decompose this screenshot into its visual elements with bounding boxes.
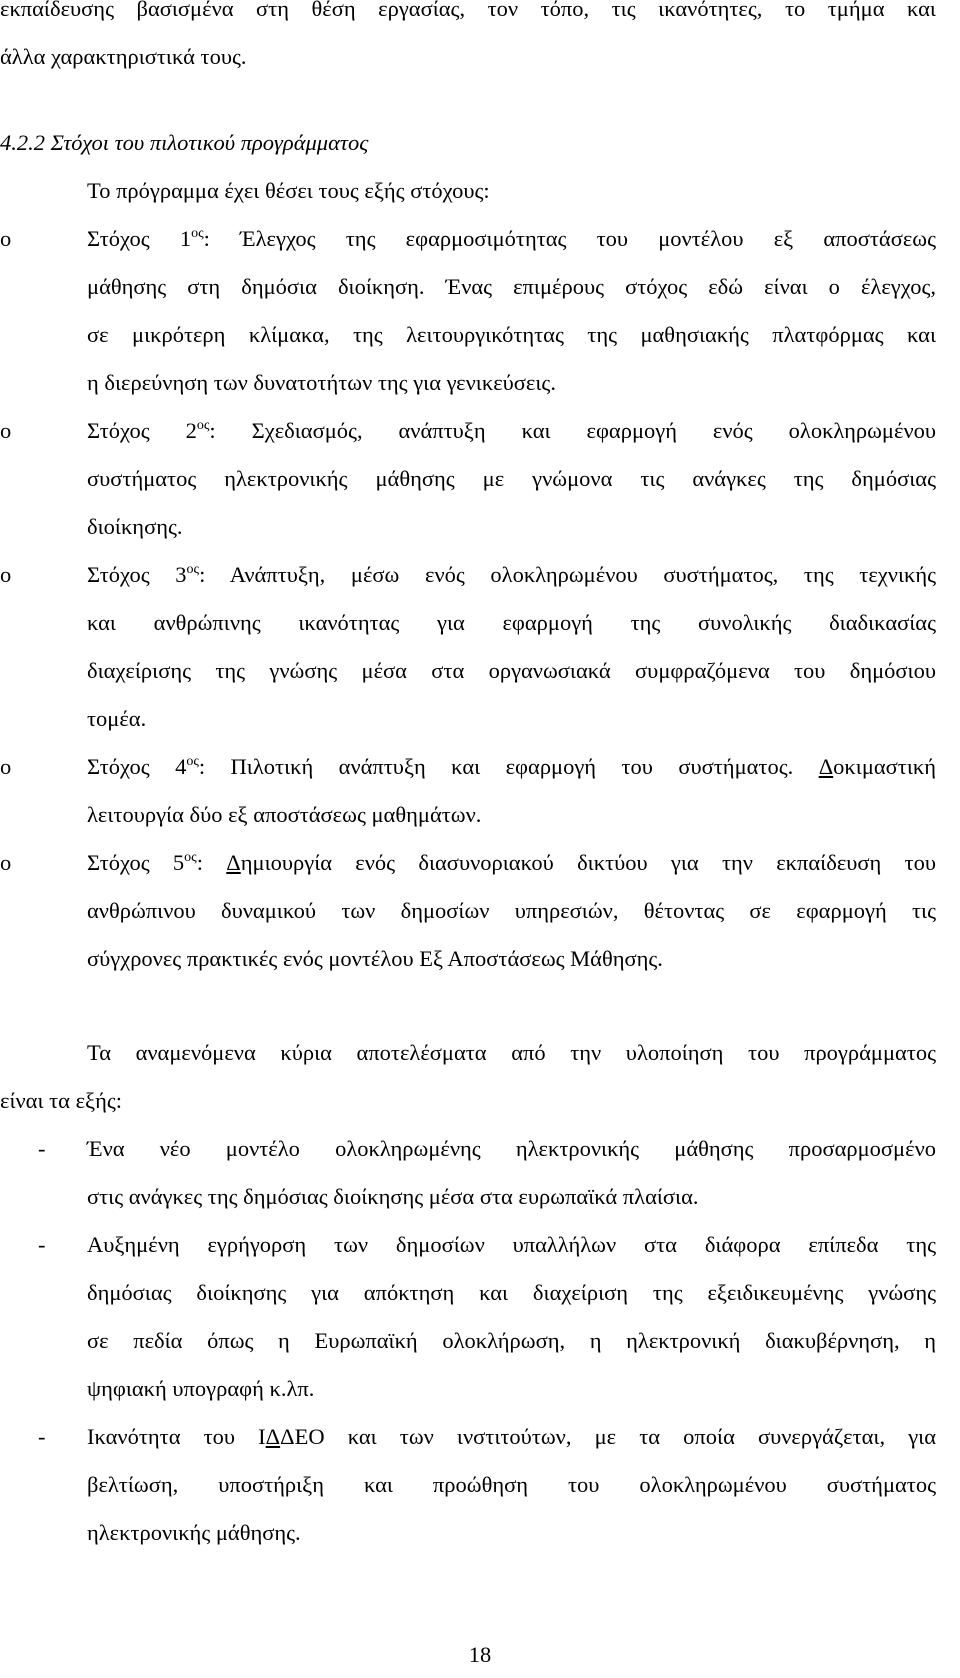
result-1-line-2: στις ανάγκες της δημόσιας διοίκησης μέσα στα ευρωπαϊκά πλαίσια. [87,1184,699,1209]
page-number: 18 [468,1642,492,1667]
goal-5-line-3: σύγχρονες πρακτικές ενός μοντέλου Εξ Αποστάσεως Μάθησης. [87,946,663,971]
goal-1-line-4: η διερεύνηση των δυνατοτήτων της για γενικεύσεις. [87,370,556,395]
section-heading [0,128,368,158]
goal-2-line-2: συστήματος ηλεκτρονικής μάθησης με γνώμονα τις ανάγκες της δημόσιας [87,466,936,491]
result-3-line-2: βελτίωση, υποστήριξη και προώθηση του ολοκληρωμένου συστήματος [87,1472,936,1497]
goal-5-bullet: o [0,850,12,875]
goal-1-line-1: Στόχος $1^{o\varsigma}$: Έλεγχος της εφαρμοσιμότητας του μοντέλου εξ αποστάσεως [87,226,936,251]
results-intro-line-1: Τα αναμενόμενα κύρια αποτελέσματα από την υλοποίηση του προγράμματος [87,1040,936,1065]
goal-3-line-4: τομέα. [87,706,147,731]
goal-5-line-2: ανθρώπινου δυναμικού των δημοσίων υπηρεσιών, θέτοντας σε εφαρμογή τις [87,898,936,923]
section-number: 4.2.2 [0,130,45,155]
goal-4-bullet: o [0,754,12,779]
result-1-dash: - [38,1136,46,1161]
goal-5-line-1: Στόχος $5^{o\varsigma}$: Δημιουργία ενός διασυνοριακού δικτύου για την εκπαίδευση του [87,850,937,875]
goal-1-line-2: μάθησης στη δημόσια διοίκηση. Ένας επιμέρους στόχος εδώ είναι ο έλεγχος, [87,274,936,299]
results-intro-line-2: είναι τα εξής: [0,1088,123,1113]
goal-3-bullet: o [0,562,12,587]
goal-3-line-3: διαχείρισης της γνώσης μέσα στα οργανωσιακά συμφραζόμενα του δημόσιου [87,658,936,683]
result-2-line-4: ψηφιακή υπογραφή κ.λπ. [87,1376,315,1401]
result-3-dash: - [38,1424,46,1449]
result-3-line-3: ηλεκτρονικής μάθησης. [87,1520,301,1545]
goals-intro: Το πρόγραμμα έχει θέσει τους εξής στόχους: [87,178,490,203]
goal-4-line-2: λειτουργία δύο εξ αποστάσεως μαθημάτων. [87,802,482,827]
goal-3-line-2: και ανθρώπινης ικανότητας για εφαρμογή της συνολικής διαδικασίας [87,610,936,635]
goal-1-bullet: o [0,226,12,251]
result-2-line-2: δημόσιας διοίκησης για απόκτηση και διαχείριση της εξειδικευμένης γνώσης [87,1280,936,1305]
goal-1-line-3: σε μικρότερη κλίμακα, της λειτουργικότητας της μαθησιακής πλατφόρμας και [87,322,936,347]
intro-line-2: άλλα χαρακτηριστικά τους. [0,44,247,69]
goal-3-line-1: Στόχος $3^{o\varsigma}$: Ανάπτυξη, μέσω ενός ολοκληρωμένου συστήματος, της τεχνικής [87,562,937,587]
intro-line-1: εκπαίδευσης βασισμένα στη θέση εργασίας, τον τόπο, τις ικανότητες, το τμήμα και [0,0,936,21]
goal-2-line-3: διοίκησης. [87,514,183,539]
section-title: Στόχοι του πιλοτικού προγράμματος [50,130,369,155]
goal-4-line-1: Στόχος $4^{o\varsigma}$: Πιλοτική ανάπτυξη και εφαρμογή του συστήματος. Δοκιμαστική [87,754,936,779]
result-2-line-3: σε πεδία όπως η Ευρωπαϊκή ολοκλήρωση, η ηλεκτρονική διακυβέρνηση, η [87,1328,936,1353]
goal-2-line-1: Στόχος $2^{o\varsigma}$: Σχεδιασμός, ανάπτυξη και εφαρμογή ενός ολοκληρωμένου [87,418,937,443]
goal-2-bullet: o [0,418,12,443]
result-1-line-1: Ένα νέο μοντέλο ολοκληρωμένης ηλεκτρονικής μάθησης προσαρμοσμένο [87,1136,936,1161]
result-2-dash: - [38,1232,46,1257]
result-3-line-1: Ικανότητα του ΙΔΔΕΟ και των ινστιτούτων, με τα οποία συνεργάζεται, για [87,1424,936,1449]
result-2-line-1: Αυξημένη εγρήγορση των δημοσίων υπαλλήλων στα διάφορα επίπεδα της [87,1232,936,1257]
